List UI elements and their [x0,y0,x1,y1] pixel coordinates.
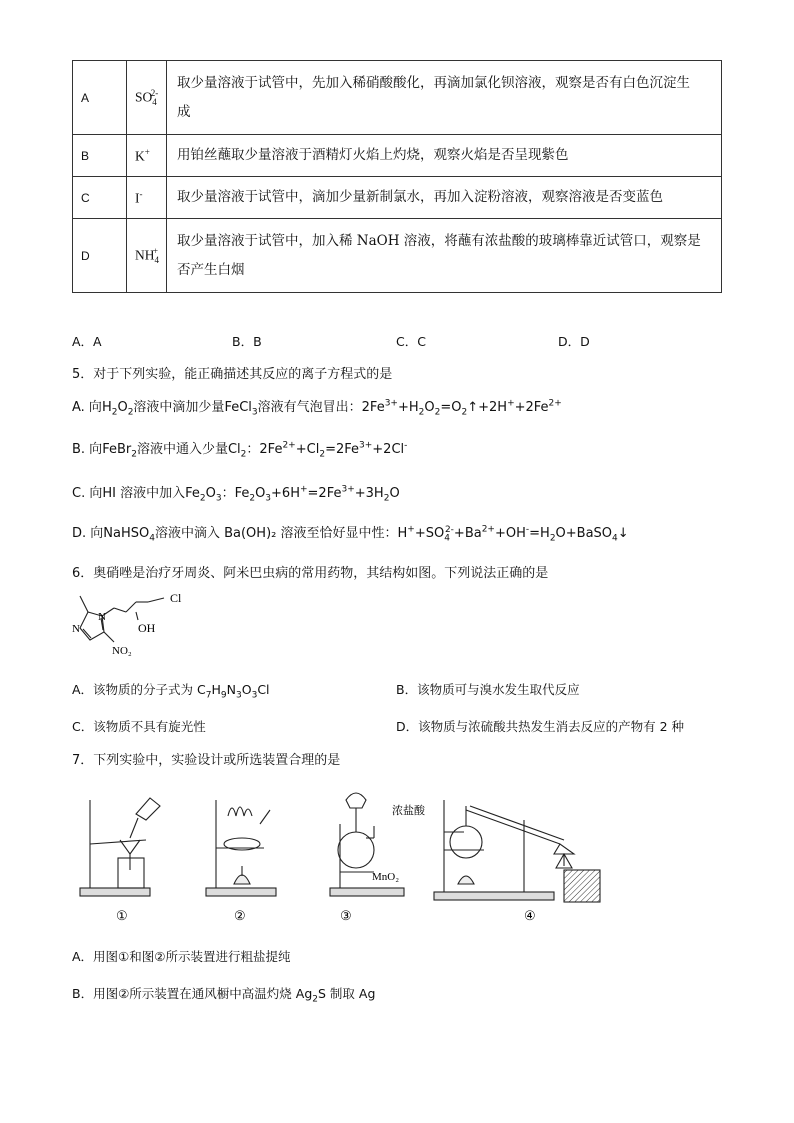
q5-option-a[interactable]: A. 向$H_2O_2$溶液中滴加少量FeCl$_3$溶液有气泡冒出：$2Fe^{3+}+H_2O_2=O_2↑+2H^++2Fe^{2+}$ [72,398,562,418]
method-cell: 取少量溶液于试管中，加入稀 NaOH 溶液，将蘸有浓盐酸的玻璃棒靠近试管口，观察是 否产生白烟 [167,219,722,293]
table-row [73,61,722,135]
table-row [73,219,722,293]
struct-label-oh: OH [138,621,156,635]
q6-stem: 6．奥硝唑是治疗牙周炎、阿米巴虫病的常用药物，其结构如图。下列说法正确的是 [72,566,549,581]
struct-label-n2: N [72,623,80,635]
fig-label-1: ① [116,909,128,924]
q6-option-d[interactable]: D．该物质与浓硫酸共热发生消去反应的产物有 2 种 [396,719,685,734]
ornidazole-structure [72,588,212,658]
apparatus-figures [74,780,634,930]
table-row [73,177,722,219]
ion-cell: $NH_4^+$ [127,219,167,293]
q7-stem: 7．下列实验中，实验设计或所选装置合理的是 [72,753,341,768]
method-cell: 取少量溶液于试管中，滴加少量新制氯水，再加入淀粉溶液，观察溶液是否变蓝色 [167,177,722,219]
q4-option-a[interactable]: A．A [72,334,102,349]
fig-label-3: ③ [340,909,352,924]
row-label: A [73,61,127,135]
reagent-label-mno2: MnO₂ [372,871,400,883]
q6-option-c[interactable]: C．该物质不具有旋光性 [72,719,206,734]
q5-stem: 5．对于下列实验，能正确描述其反应的离子方程式的是 [72,367,393,382]
fig-label-2: ② [234,909,246,924]
struct-label-cl: Cl [170,591,182,605]
q7-option-a[interactable]: A．用图①和图②所示装置进行粗盐提纯 [72,949,291,964]
q4-option-c[interactable]: C．C [396,334,426,349]
method-cell: 用铂丝蘸取少量溶液于酒精灯火焰上灼烧，观察火焰是否呈现紫色 [167,135,722,177]
q5-option-c[interactable]: C. 向HI 溶液中加入$Fe_2O_3$：$Fe_2O_3+6H^+=2Fe^{3+}+3H_2O$ [72,484,400,504]
ion-test-table [72,60,722,293]
table-row [73,135,722,177]
q4-option-d[interactable]: D．D [558,334,590,349]
q7-option-b[interactable]: B．用图②所示装置在通风橱中高温灼烧 $Ag_2S$ 制取 Ag [72,986,376,1005]
q4-option-b[interactable]: B．B [232,334,262,349]
ion-cell: I- [127,177,167,219]
q6-option-a[interactable]: A．该物质的分子式为 $C_7H_9N_3O_3Cl$ [72,682,270,701]
ion-cell: $SO_4^{2-}$ [127,61,167,135]
struct-label-no2: NO₂ [112,645,132,657]
q6-option-b[interactable]: B．该物质可与溴水发生取代反应 [396,682,580,697]
method-cell: 取少量溶液于试管中，先加入稀硝酸酸化，再滴加氯化钡溶液，观察是否有白色沉淀生 成 [167,61,722,135]
q5-option-d[interactable]: D. 向NaHSO$_4$溶液中滴入 Ba(OH)₂ 溶液至恰好显中性：$H^++SO_4^{2-}+Ba^{2+}+OH^-=H_2O+BaSO_4↓$ [72,524,629,544]
fig-label-4: ④ [524,909,536,924]
reagent-label-hcl: 浓盐酸 [392,804,425,817]
row-label: B [73,135,127,177]
row-label: C [73,177,127,219]
struct-label-n1: N [98,611,106,623]
q5-option-b[interactable]: B. 向FeBr$_2$溶液中通入少量$Cl_2$：$2Fe^{2+}+Cl_2=2Fe^{3+}+2Cl^-$ [72,440,408,460]
ion-cell: K+ [127,135,167,177]
row-label: D [73,219,127,293]
